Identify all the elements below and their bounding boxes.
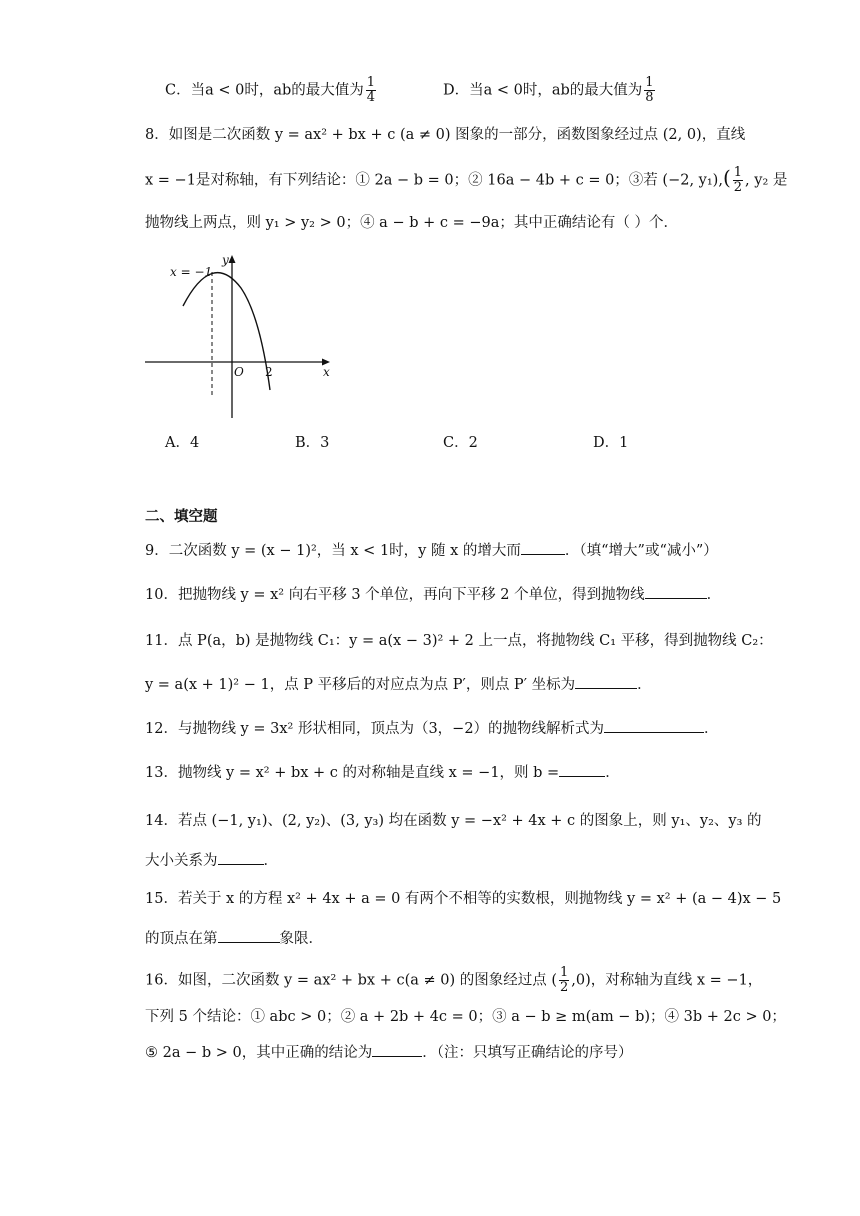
q8-option-c: C．2 — [443, 435, 478, 451]
q15-answer-blank[interactable] — [218, 928, 280, 943]
q14-line-2 — [145, 850, 720, 872]
graph-root-label: 2 — [265, 365, 273, 379]
q13-text-end: ． — [605, 765, 620, 781]
q13 — [145, 762, 720, 784]
q16-line-2: 下列 5 个结论：① abc > 0；② a + 2b + 4c = 0；③ a − b ≥ m(am − b)；④ 3b + 2c > 0； — [145, 1009, 786, 1025]
q10-text-end: ． — [706, 587, 722, 603]
q7-option-d — [443, 76, 657, 105]
q7-option-d-text: D．当a < 0时，ab的最大值为 — [443, 82, 643, 99]
q9-answer-blank[interactable] — [521, 540, 565, 555]
q8-line-2-end: , y₂ 是 — [745, 172, 788, 189]
q12-text-end: ． — [704, 721, 719, 737]
q11-text: y = a(x + 1)² − 1，点 P 平移后的对应点为点 P′，则点 P′ 坐标为 — [145, 677, 576, 693]
q13-text: 13．抛物线 y = x² + bx + c 的对称轴是直线 x = −1，则 b = — [145, 765, 560, 781]
q15-line-2 — [145, 928, 720, 950]
q16-answer-blank[interactable] — [372, 1042, 422, 1057]
q10 — [145, 584, 720, 606]
q14-answer-blank[interactable] — [218, 850, 264, 865]
q7-option-c — [165, 76, 378, 105]
q8-line-3: 抛物线上两点，则 y₁ > y₂ > 0；④ a − b + c = −9a；其中正确结论有（ ）个． — [145, 215, 678, 231]
q8-option-a: A．4 — [165, 435, 200, 451]
q8-parabola-graph — [140, 250, 340, 420]
q9 — [145, 540, 720, 562]
q11-answer-blank[interactable] — [575, 674, 637, 689]
q11-line-2 — [145, 674, 720, 696]
q8-option-b: B．3 — [295, 435, 330, 451]
q9-text-end: ．（填“增大”或“减小”） — [564, 543, 718, 559]
q8-line-2-start: x = −1是对称轴，有下列结论：① 2a − b = 0；② 16a − 4b + c = 0；③若 (−2, y₁), — [145, 172, 723, 189]
q10-text: 10．把抛物线 y = x² 向右平移 3 个单位，再向下平移 2 个单位，得到抛物线 — [145, 587, 645, 603]
graph-parabola — [183, 273, 270, 390]
q15-text: 的顶点在第 — [145, 931, 218, 947]
q16-fraction-numerator: 1 — [560, 965, 569, 980]
q7-option-d-denominator: 8 — [645, 90, 654, 105]
q16-text-start: ⑤ 2a − b > 0，其中正确的结论为 — [145, 1045, 373, 1061]
q7-option-c-fraction — [366, 76, 376, 105]
q7-option-c-numerator: 1 — [366, 75, 376, 90]
q8-option-d: D．1 — [593, 435, 629, 451]
q12-text: 12．与抛物线 y = 3x² 形状相同，顶点为（3，−2）的抛物线解析式为 — [145, 721, 605, 737]
q11-line-1: 11．点 P(a，b) 是抛物线 C₁：y = a(x − 3)² + 2 上一点，将抛物线 C₁ 平移，得到抛物线 C₂： — [145, 633, 773, 649]
q15-text-end: 象限． — [279, 931, 323, 947]
graph-y-arrow — [229, 255, 236, 263]
q16-line-1 — [145, 965, 763, 995]
q8-fraction — [733, 166, 743, 195]
q11-text-end: ． — [637, 677, 652, 693]
q7-option-d-numerator: 1 — [645, 75, 654, 90]
graph-symmetry-label: x = −1 — [170, 265, 213, 279]
q13-answer-blank[interactable] — [559, 762, 605, 777]
q14-text: 大小关系为 — [145, 853, 218, 869]
q7-option-c-denominator: 4 — [366, 90, 376, 105]
q8-line-1: 8．如图是二次函数 y = ax² + bx + c (a ≠ 0) 图象的一部分，函数图象经过点 (2, 0)，直线 — [145, 127, 746, 143]
q7-option-c-text: C．当a < 0时，ab的最大值为 — [165, 82, 364, 99]
q14-text-end: ． — [263, 853, 278, 869]
graph-origin-label: O — [234, 365, 244, 379]
q10-answer-blank[interactable] — [645, 584, 707, 599]
section-title: 二、填空题 — [145, 509, 218, 525]
q8-fraction-numerator: 1 — [733, 165, 743, 180]
q16-text-mid: ,0)，对称轴为直线 x = −1， — [571, 972, 763, 989]
q7-option-d-fraction — [644, 76, 654, 105]
graph-y-label: y — [222, 253, 229, 267]
q16-fraction-denominator: 2 — [560, 980, 569, 995]
q8-fraction-denominator: 2 — [733, 180, 743, 195]
q14-line-1: 14．若点 (−1, y₁)、(2, y₂)、(3, y₃) 均在函数 y = −x² + 4x + c 的图象上，则 y₁、y₂、y₃ 的 — [145, 813, 762, 829]
q16-text: 16．如图，二次函数 y = ax² + bx + c(a ≠ 0) 的图象经过点 ( — [145, 972, 557, 989]
q16-fraction — [559, 966, 569, 995]
q8-line-2: x = −1是对称轴，有下列结论：① 2a − b = 0；② 16a − 4b + c = 0；③若 (−2, y₁),( $\frac{1}{2}$ , y₂ 是 — [145, 165, 788, 195]
q16-line-3 — [145, 1042, 720, 1064]
q15-line-1: 15．若关于 x 的方程 x² + 4x + a = 0 有两个不相等的实数根，则抛物线 y = x² + (a − 4)x − 5 — [145, 891, 782, 907]
q12 — [145, 718, 720, 740]
q12-answer-blank[interactable] — [604, 718, 704, 733]
q16-text-end: ．（注：只填写正确结论的序号） — [422, 1045, 633, 1061]
graph-x-label: x — [323, 365, 330, 379]
q9-text: 9．二次函数 y = (x − 1)²，当 x < 1时，y 随 x 的增大而 — [145, 543, 521, 559]
